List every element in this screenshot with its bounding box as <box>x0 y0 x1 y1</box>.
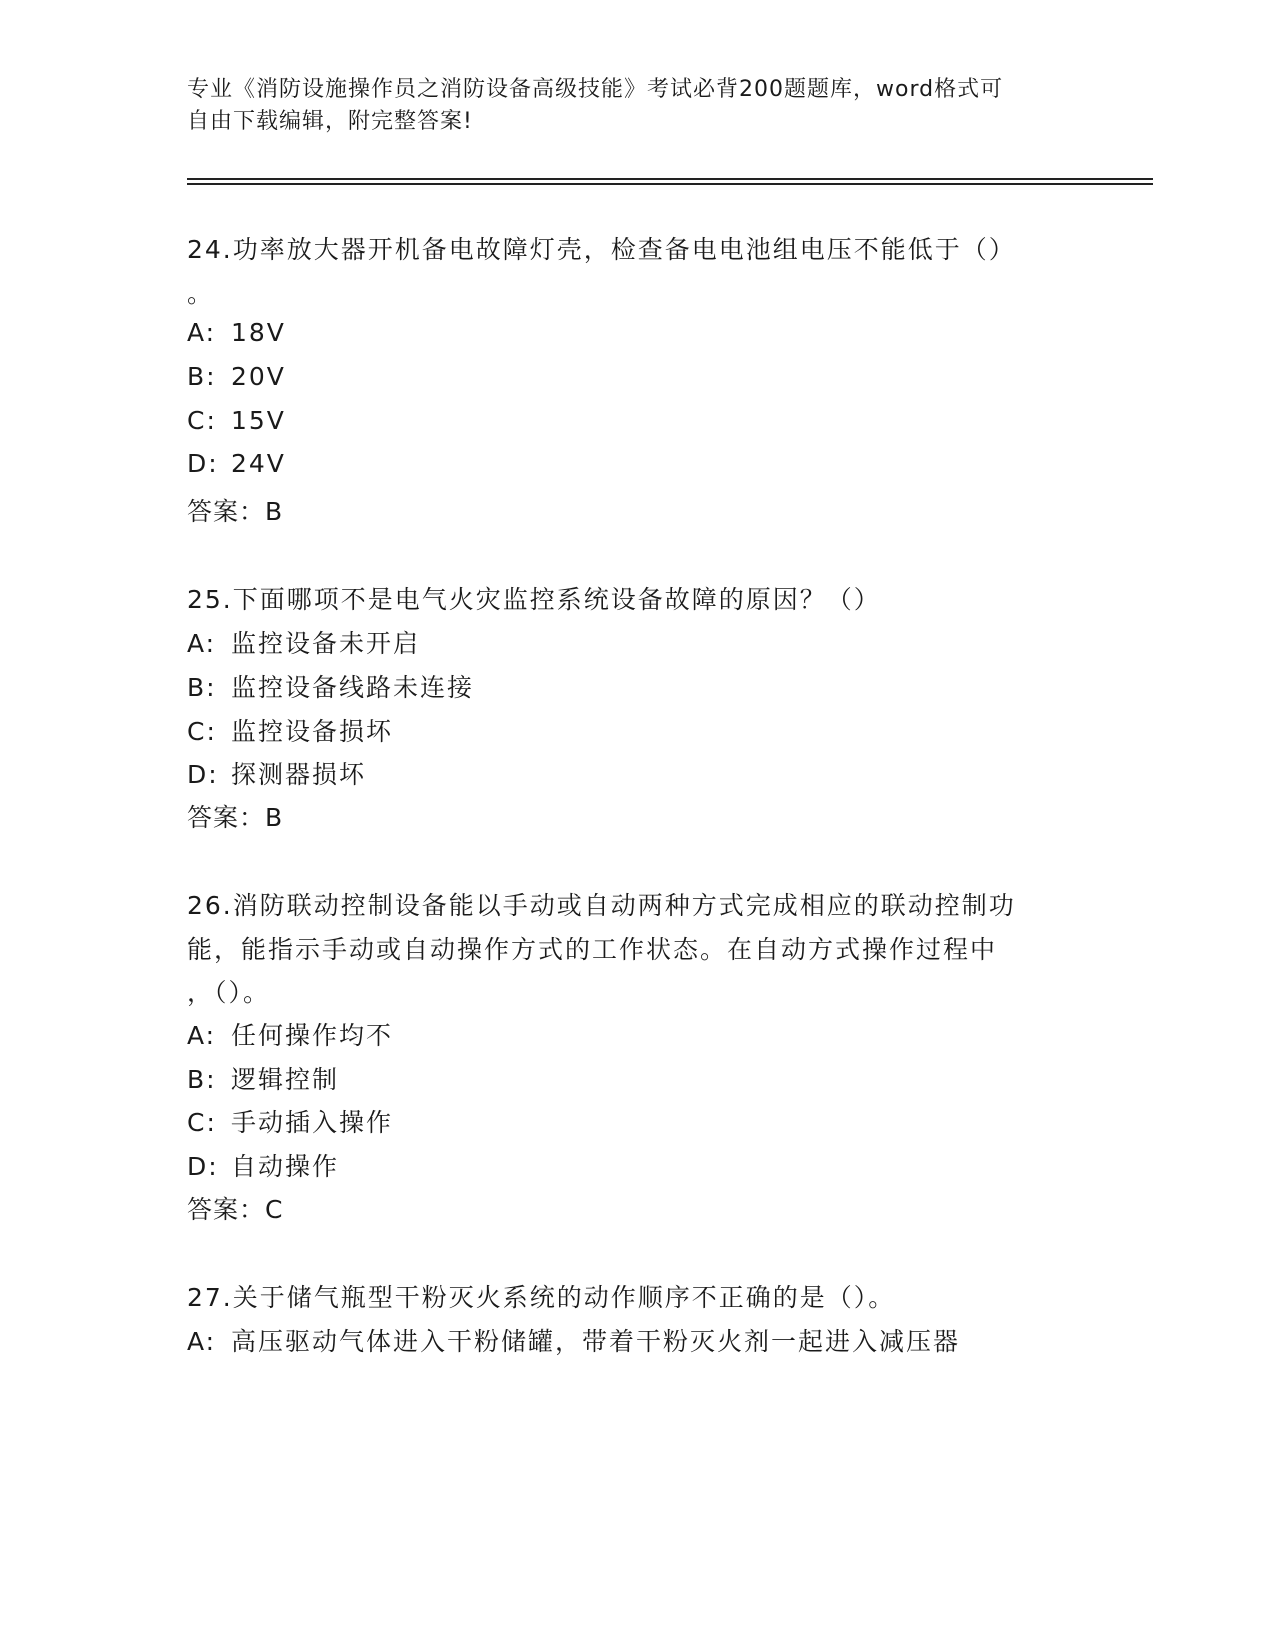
question-24-option-a <box>187 318 286 347</box>
question-24-option-b <box>187 362 286 391</box>
question-26-answer: 答案：C <box>187 1195 284 1224</box>
option-letter: C: <box>187 717 217 746</box>
option-letter: A: <box>187 318 217 347</box>
header-divider-top <box>187 178 1153 180</box>
option-text: 逻辑控制 <box>231 1065 340 1094</box>
option-letter: A: <box>187 1327 217 1356</box>
header-line-1: 专业《消防设施操作员之消防设备高级技能》考试必背200题题库，word格式可 <box>187 77 1004 102</box>
option-letter: D: <box>187 449 219 478</box>
option-letter: D: <box>187 1152 219 1181</box>
option-text: 18V <box>231 318 286 347</box>
question-25-option-d <box>187 755 366 791</box>
option-letter: A: <box>187 1021 217 1050</box>
question-26-text-line-2: 能，能指示手动或自动操作方式的工作状态。在自动方式操作过程中 <box>187 935 998 964</box>
option-letter: C: <box>187 406 217 435</box>
option-text: 24V <box>231 449 286 478</box>
option-text: 任何操作均不 <box>231 1021 394 1050</box>
question-25-answer: 答案：B <box>187 803 284 832</box>
option-text: 探测器损坏 <box>231 760 367 789</box>
question-25-option-c <box>187 712 393 748</box>
header-line-2: 自由下载编辑，附完整答案! <box>187 109 473 134</box>
option-letter: B: <box>187 362 217 391</box>
question-24-text-line-2: 。 <box>187 279 215 308</box>
option-letter: D: <box>187 760 219 789</box>
question-24-answer: 答案：B <box>187 497 284 526</box>
option-text: 监控设备线路未连接 <box>231 673 475 702</box>
question-27-text-line-1: 27.关于储气瓶型干粉灭火系统的动作顺序不正确的是（）。 <box>187 1283 896 1312</box>
question-25-text-line-1: 25.下面哪项不是电气火灾监控系统设备故障的原因？（） <box>187 585 881 614</box>
option-letter: A: <box>187 629 217 658</box>
option-text: 20V <box>231 362 286 391</box>
question-26-text-line-3: ，（）。 <box>187 978 271 1007</box>
question-24-option-d <box>187 449 286 478</box>
option-text: 手动插入操作 <box>231 1108 394 1137</box>
question-26-option-d <box>187 1147 339 1183</box>
option-letter: B: <box>187 673 217 702</box>
option-text: 监控设备未开启 <box>231 629 421 658</box>
question-26-option-b <box>187 1060 339 1096</box>
question-26-option-c <box>187 1103 393 1139</box>
question-26-text-line-1: 26.消防联动控制设备能以手动或自动两种方式完成相应的联动控制功 <box>187 891 1016 920</box>
question-24-text-line-1: 24.功率放大器开机备电故障灯壳，检查备电电池组电压不能低于（） <box>187 235 1016 264</box>
header-divider-bottom <box>187 183 1153 185</box>
question-24-option-c <box>187 406 286 435</box>
question-27-option-a <box>187 1322 960 1358</box>
question-25-option-b <box>187 668 474 704</box>
option-text: 自动操作 <box>231 1152 340 1181</box>
document-header <box>187 74 1067 138</box>
option-text: 高压驱动气体进入干粉储罐，带着干粉灭火剂一起进入减压器 <box>231 1327 961 1356</box>
option-text: 15V <box>231 406 286 435</box>
option-letter: B: <box>187 1065 217 1094</box>
question-25-option-a <box>187 624 420 660</box>
option-letter: C: <box>187 1108 217 1137</box>
question-26-option-a <box>187 1016 393 1052</box>
option-text: 监控设备损坏 <box>231 717 394 746</box>
